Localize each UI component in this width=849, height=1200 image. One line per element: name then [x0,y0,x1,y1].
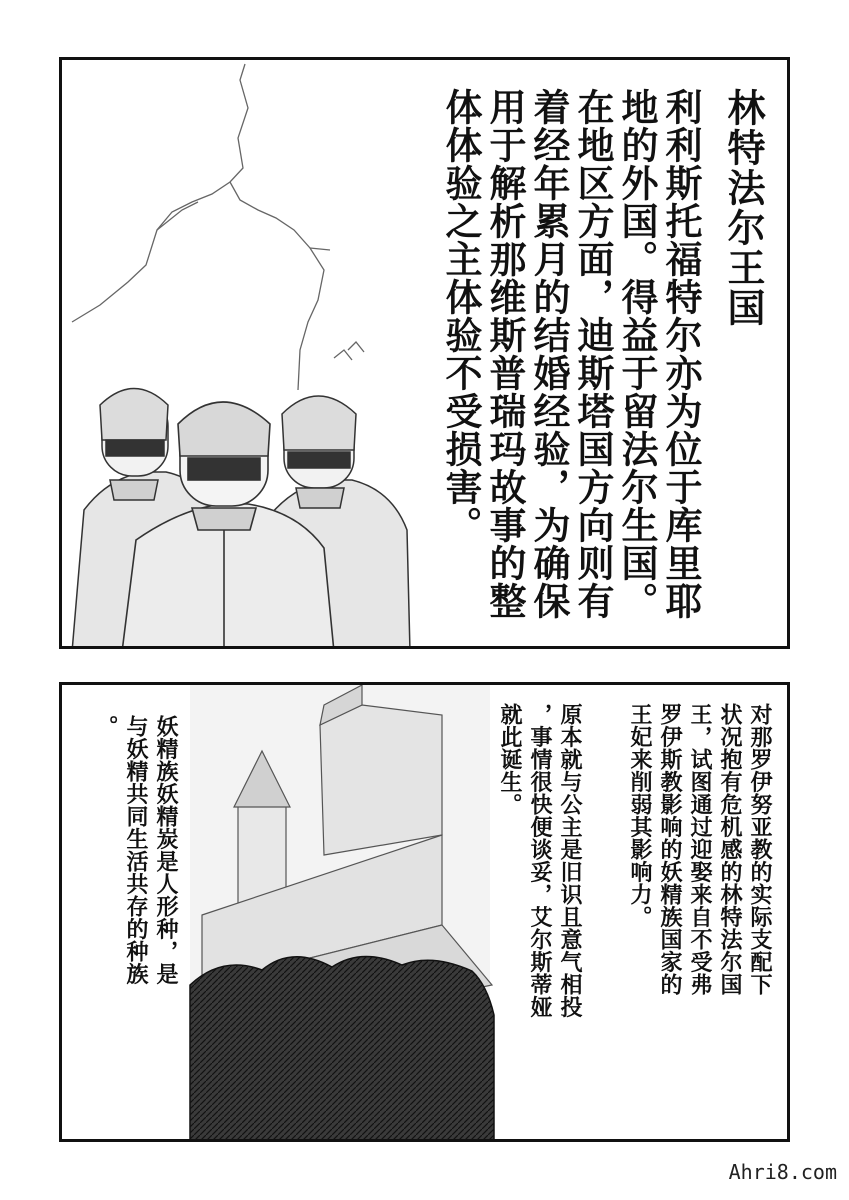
panel1-title: 林特法尔王国 [721,88,765,328]
panel1-text-column: 用于解析那维斯普瑞玛故事的整 [483,88,526,620]
bottom-panel [59,682,790,1142]
map-crack-lines [72,64,364,390]
panel1-text-column: 着经年累月的结婚经验，为确保 [527,88,570,620]
panel2-middle-text: 原本就与公主是旧识且意气相投 [557,703,582,1018]
panel2-right-text: 王，试图通过迎娶来自不受弗 [687,703,712,996]
panel2-left-text: 与妖精共同生活共存的种族 [123,715,148,985]
panel1-text-column: 利利斯托福特尔亦为位于库里耶 [659,88,702,620]
panel2-right-text: 状况抱有危机感的林特法尔国 [717,703,742,996]
site-watermark: Ahri8.com [728,1160,837,1184]
panel2-left-text: 。 [93,715,118,738]
panel1-text-column: 体体验之主体验不受损害。 [439,88,482,544]
panel2-middle-text: 就此诞生。 [497,703,522,816]
panel2-left-text: 妖精族妖精炭是人形种，是 [153,715,178,985]
panel1-text-column: 在地区方面，迪斯塔国方向则有 [571,88,614,620]
panel1-text-column: 地的外国。得益于留法尔生国。 [615,88,658,620]
panel2-right-text: 罗伊斯教影响的妖精族国家的 [657,703,682,996]
panel2-middle-text: ，事情很快便谈妥，艾尔斯蒂娅 [527,703,552,1018]
dark-forest [190,956,494,1142]
panel2-right-text: 对那罗伊努亚教的实际支配下 [747,703,772,996]
top-panel [59,57,790,649]
panel2-right-text: 王妃来削弱其影响力。 [627,703,652,928]
